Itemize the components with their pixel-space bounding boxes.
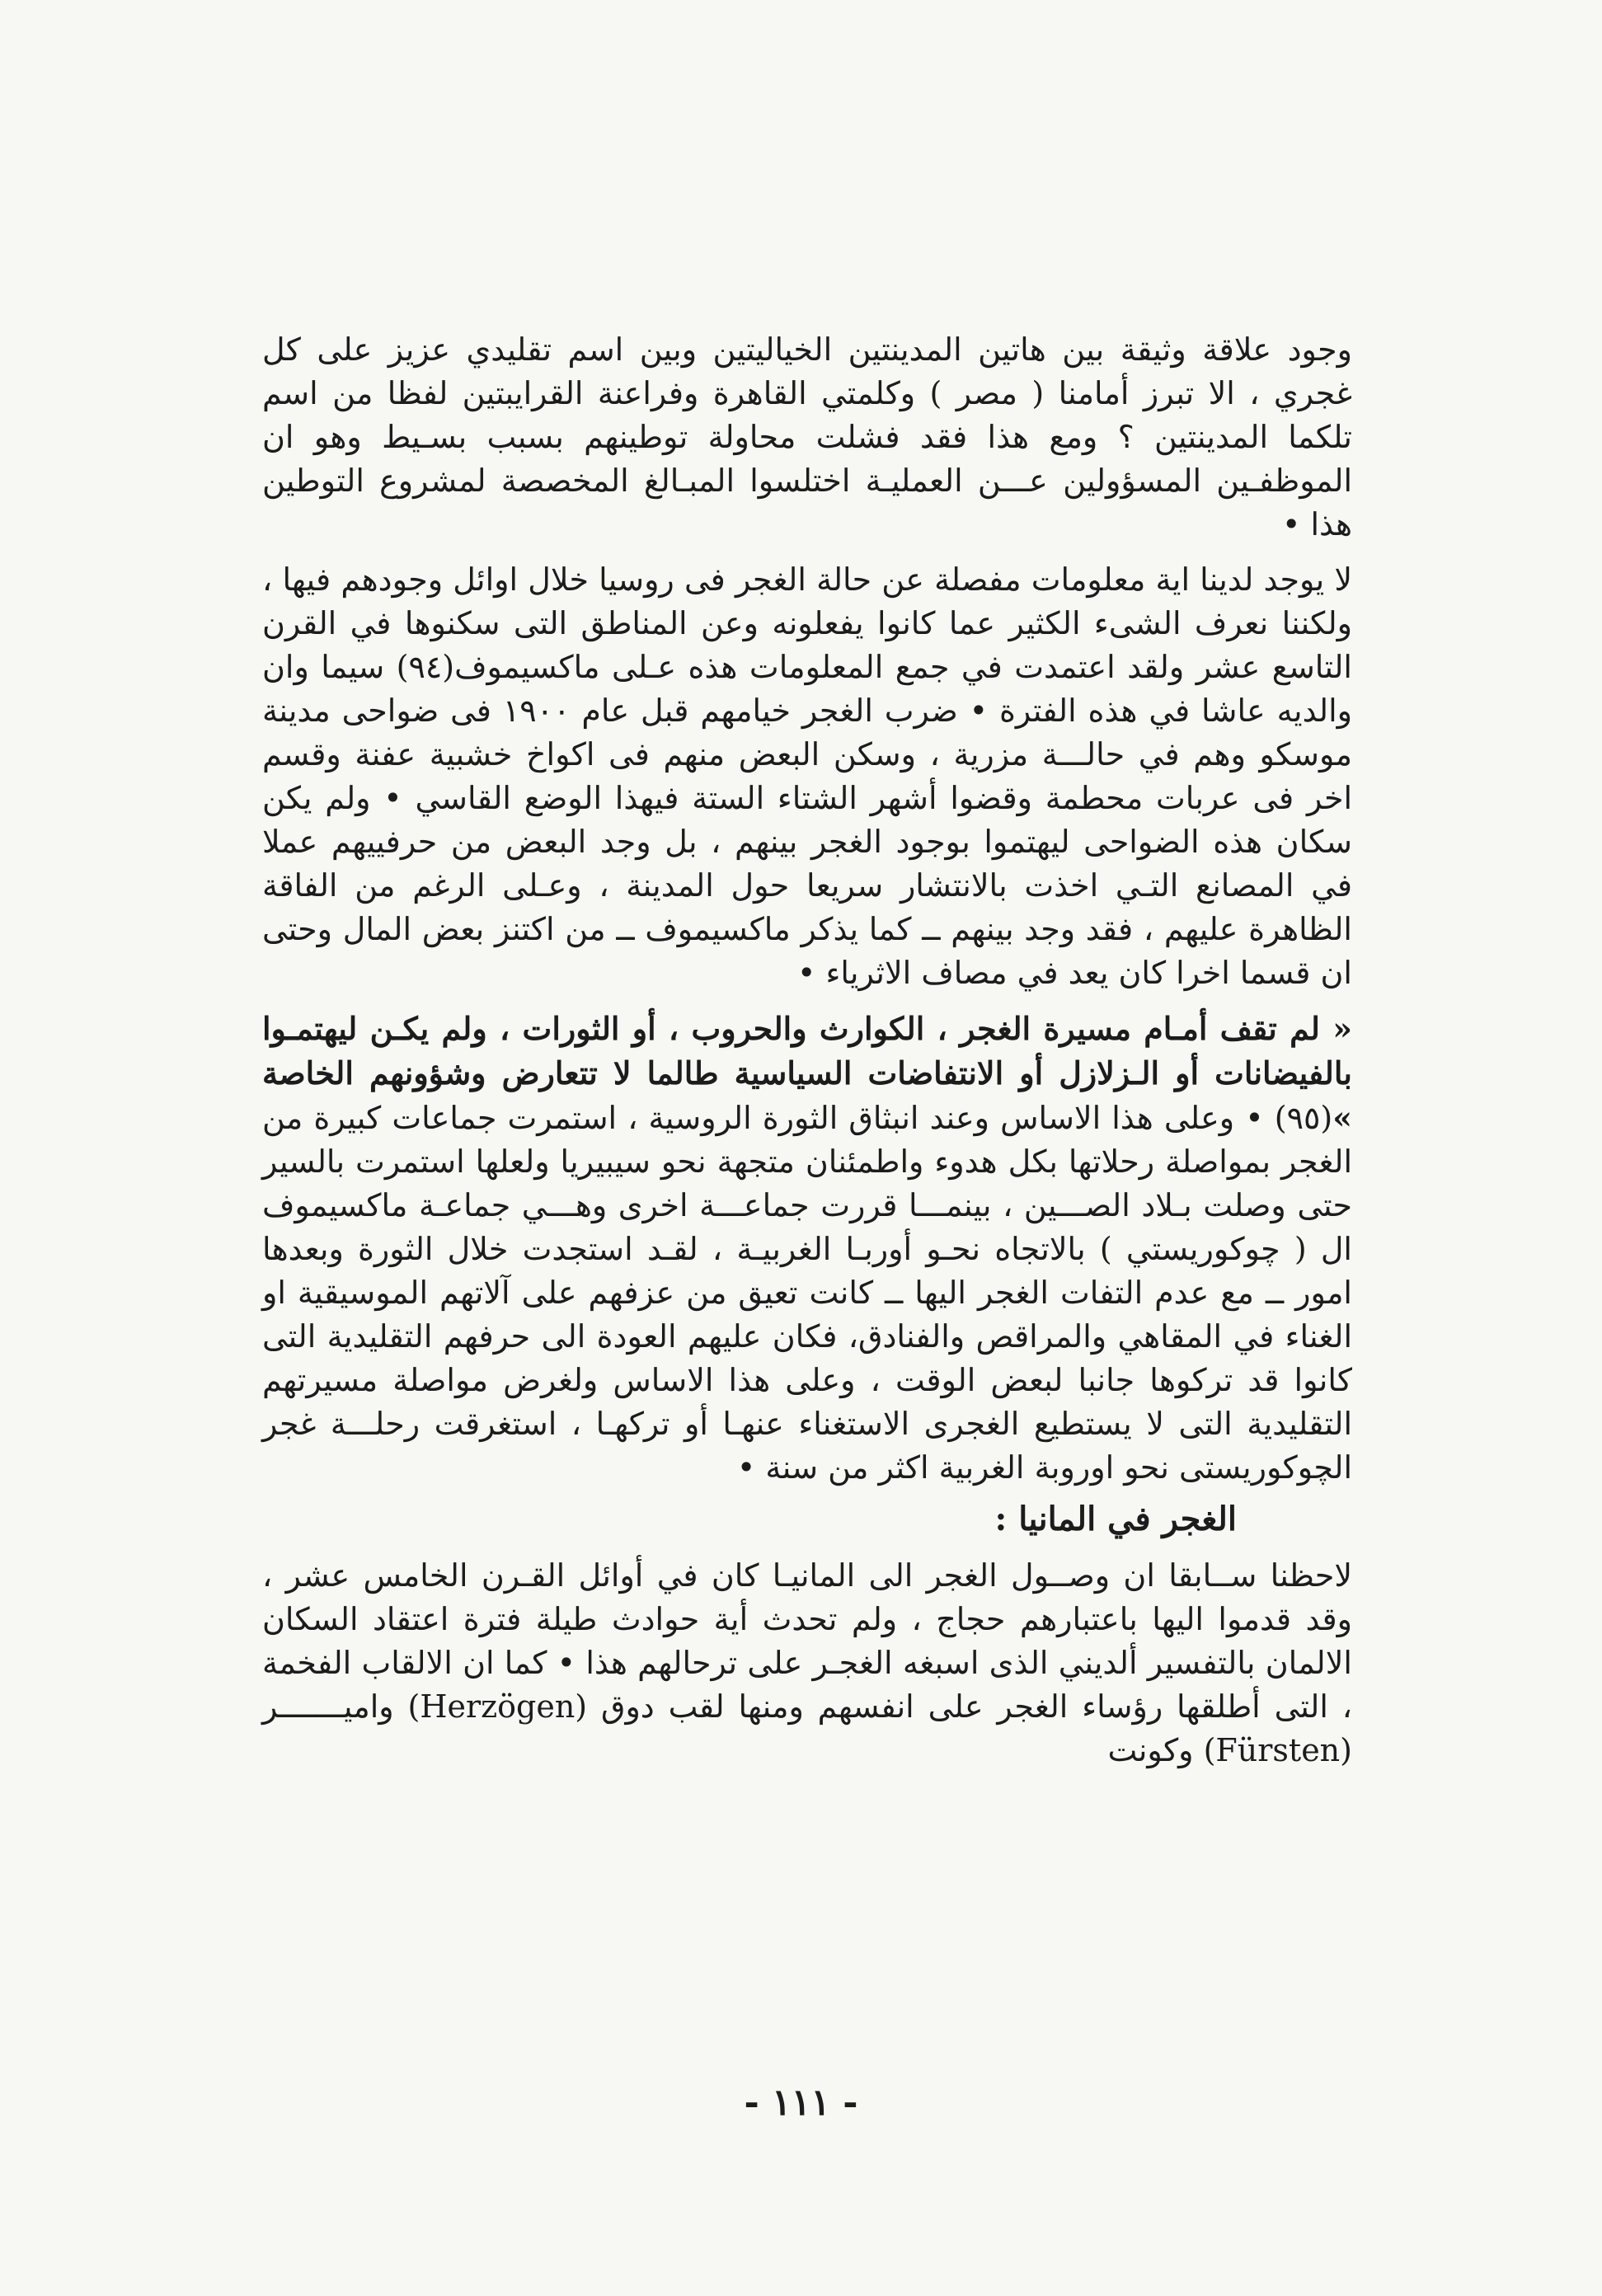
paragraph-1: وجود علاقة وثيقة بين هاتين المدينتين الخياليتين وبين اسم تقليدي عزيز على كل غجري ، الا تبرز أمامنا ( مصر ) وكلمتي القاهرة وفراعنة القرايبتين لفظا من اسم تلكما المدينتين ؟ ومع هذا فقد فشلت محاولة توطينهم بسبب بسـيط وهو ان الموظفـين المسؤولين عـــن العمليـة اختلسوا المبـالغ المخصصة لمشروع التوطين هذا •: [262, 331, 1352, 542]
page-body: [262, 328, 1352, 1772]
paragraph-4: لاحظنا ســابقا ان وصــول الغجر الى المانيـا كان في أوائل القـرن الخامس عشر ، وقد قدموا اليها باعتبارهم حجاج ، ولم تحدث أية حوادث طيلة فترة اعتقاد السكان الالمان بالتفسير ألديني الذى اسبغه الغجـر على ترحالهم هذا • كما ان الالقاب الفخمة ، التى أطلقها رؤساء الغجر على انفسهم ومنها لقب دوق (Herzögen) واميـــــــر (Fürsten) وكونت: [262, 1557, 1352, 1768]
paragraph-2: لا يوجد لدينا اية معلومات مفصلة عن حالة الغجر فى روسيا خلال اوائل وجودهم فيها ، ولكننا نعرف الشىء الكثير عما كانوا يفعلونه وعن المناطق التى سكنوها في القرن التاسع عشر ولقد اعتمدت في جمع المعلومات هذه عـلى ماكسيموف(٩٤) سيما وان والديه عاشا في هذه الفترة • ضرب الغجر خيامهم قبل عام ١٩٠٠ فى ضواحى مدينة موسكو وهم في حالـــة مزرية ، وسكن البعض منهم فى اكواخ خشبية عفنة وقسم اخر فى عربات محطمة وقضوا أشهر الشتاء الستة فيهذا الوضع القاسي • ولم يكن سكان هذه الضواحى ليهتموا بوجود الغجر بينهم ، بل وجد البعض من حرفييهم عملا في المصانع التـي اخذت بالانتشار سريعا حول المدينة ، وعـلى الرغم من الفاقة الظاهرة عليهم ، فقد وجد بينهم ــ كما يذكر ماكسيموف ــ من اكتنز بعض المال وحتى ان قسما اخرا كان يعد في مصاف الاثرياء •: [262, 561, 1352, 991]
paragraph-3: [262, 1007, 1352, 1490]
quoted-passage: « لم تقف أمـام مسيرة الغجر ، الكوارث والحروب ، أو الثورات ، ولم يكـن ليهتمـوا بالفيضانات أو الـزلازل أو الانتفاضات السياسية طالما لا تتعارض وشؤونهم الخاصة »: [262, 1010, 1352, 1136]
section-heading: الغجر في المانيا :: [994, 1500, 1237, 1538]
page-number: - ١١١ -: [744, 2082, 858, 2124]
paragraph-3-continuation: (٩٥) • وعلى هذا الاساس وعند انبثاق الثورة الروسية ، استمرت جماعات كبيرة من الغجر بمواصلة رحلاتها بكل هدوء واطمئنان متجهة نحو سيبيريا ولعلها استمرت بالسير حتى وصلت بـلاد الصـــين ، بينمـــا قررت جماعـــة اخرى وهـــي جماعـة ماكسيموف ال ( چوكوريستي ) بالاتجاه نحـو أوربـا الغربيـة ، لقـد استجدت خلال الثورة وبعدها امور ــ مع عدم التفات الغجر اليها ــ كانت تعيق من عزفهم على آلاتهم الموسيقية او الغناء في المقاهي والمراقص والفنادق، فكان عليهم العودة الى حرفهم التقليدية التى كانوا قد تركوها جانبا لبعض الوقت ، وعلى هذا الاساس ولغرض مواصلة مسيرتهم التقليدية التى لا يستطيع الغجرى الاستغناء عنهـا أو تركهـا ، استغرقت رحلـــة غجر الچوكوريستى نحو اوروبة الغربية اكثر من سنة •: [262, 1100, 1352, 1486]
